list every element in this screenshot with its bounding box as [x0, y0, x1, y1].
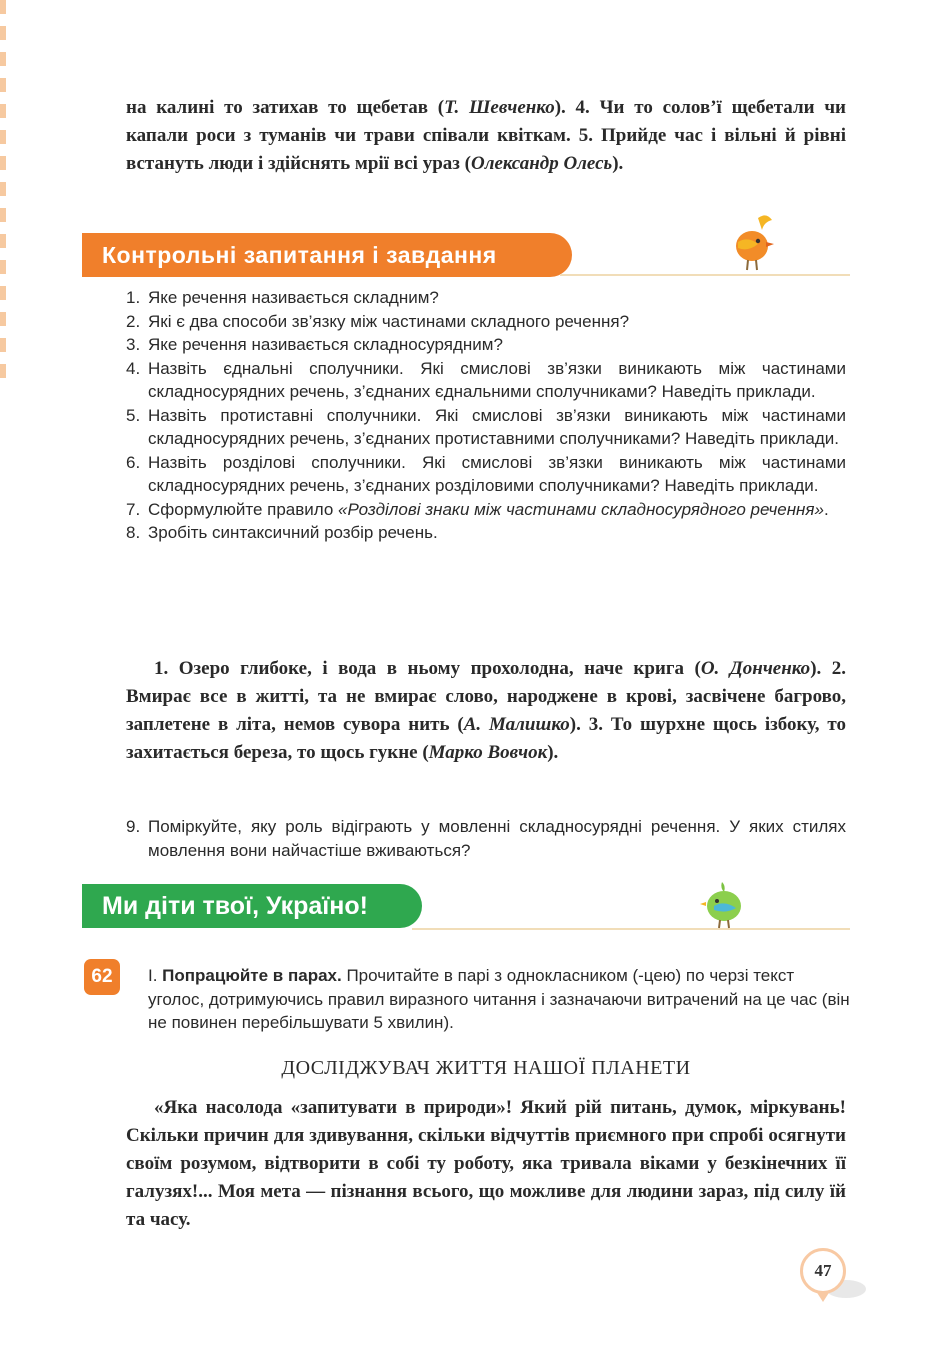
author-shevchenko: Т. Шевченко — [444, 97, 555, 118]
question-8: 8. Зробіть синтаксичний розбір речень. — [126, 523, 438, 542]
heading-rule-2 — [412, 928, 850, 930]
question-1: 1. Яке речення називається складним? — [126, 288, 439, 307]
green-bird-icon — [700, 880, 750, 930]
question-6: 6. Назвіть розділові сполучники. Які смислові зв’язки виникають між частинами складносурядних речень, з’єднаних розділовими сполучниками? Наведіть приклади. — [126, 452, 846, 495]
author-oles: Олександр Олесь — [470, 153, 613, 174]
question-3: 3. Яке речення називається складносурядним? — [126, 335, 503, 354]
heading-rule — [560, 274, 850, 276]
example-sentences: 1. Озеро глибоке, і вода в ньому прохолодна, наче крига (О. Донченко). 2. Вмирає все в житті, та не вмирає слово, народжене в крові, засвічене багрово, заплетене в літа, немов сувора нить (А. Малишко). 3. То шурхне щось ізбоку, то захитається береза, то щось гукне (Марко Вовчок). — [126, 658, 847, 763]
section-heading-ukraine: Ми діти твої, Україно! — [82, 884, 422, 928]
questions-list — [126, 286, 846, 545]
reading-title: ДОСЛІДЖУВАЧ ЖИТТЯ НАШОЇ ПЛАНЕТИ — [281, 1057, 691, 1079]
question-9: 9. Поміркуйте, яку роль відіграють у мовленні складносурядні речення. У яких стилях мовлення вони найчастіше вживаються? — [126, 817, 846, 860]
page-edge-decoration — [0, 0, 6, 380]
section-heading-control-questions: Контрольні запитання і завдання — [82, 233, 572, 277]
question-2: 2. Які є два способи зв’язку між частинами складного речення? — [126, 311, 630, 331]
question-7: 7. Сформулюйте правило «Розділові знаки між частинами складносурядного речення». — [126, 499, 829, 519]
orange-bird-icon — [728, 212, 782, 274]
exercise-number-badge: 62 — [84, 959, 120, 995]
page-number: 47 — [800, 1248, 846, 1294]
question-5: 5. Назвіть протиставні сполучники. Які смислові зв’язки виникають між частинами складносурядних речень, з’єднаних протиставними сполучниками? Наведіть приклади. — [126, 405, 846, 448]
question-4: 4. Назвіть єднальні сполучники. Які смислові зв’язки виникають між частинами складносурядних речень, з’єднаних єднальними сполучниками? Наведіть приклади. — [126, 358, 846, 401]
intro-paragraph: на калині то затихав то щебетав (Т. Шевченко). 4. Чи то солов’ї щебетали чи капали роси з туманів чи трави співали квіткам. 5. Прийде час і вільні й рівні встануть люди і здійснять мрії всі ураз (Олександр Олесь). — [126, 97, 846, 174]
exercise-instructions: І. Попрацюйте в парах. Прочитайте в парі з однокласником (-цею) по черзі текст уголос, дотримуючись правил виразного читання і зазначаючи витрачений на це час (він не повинен перебільшувати 5 хвилин). — [148, 966, 850, 1032]
reading-text: «Яка насолода «запитувати в природи»! Який рій питань, думок, міркувань! Скільки причин для здивування, скільки відчуттів приємного при спробі осягнути своїм розумом, відтворити в собі ту роботу, яка тривала віками у безкінечних її галузях!... Моя мета — пізнання всього, що можливе для людини зараз, під силу їй та часу. — [126, 1097, 846, 1230]
